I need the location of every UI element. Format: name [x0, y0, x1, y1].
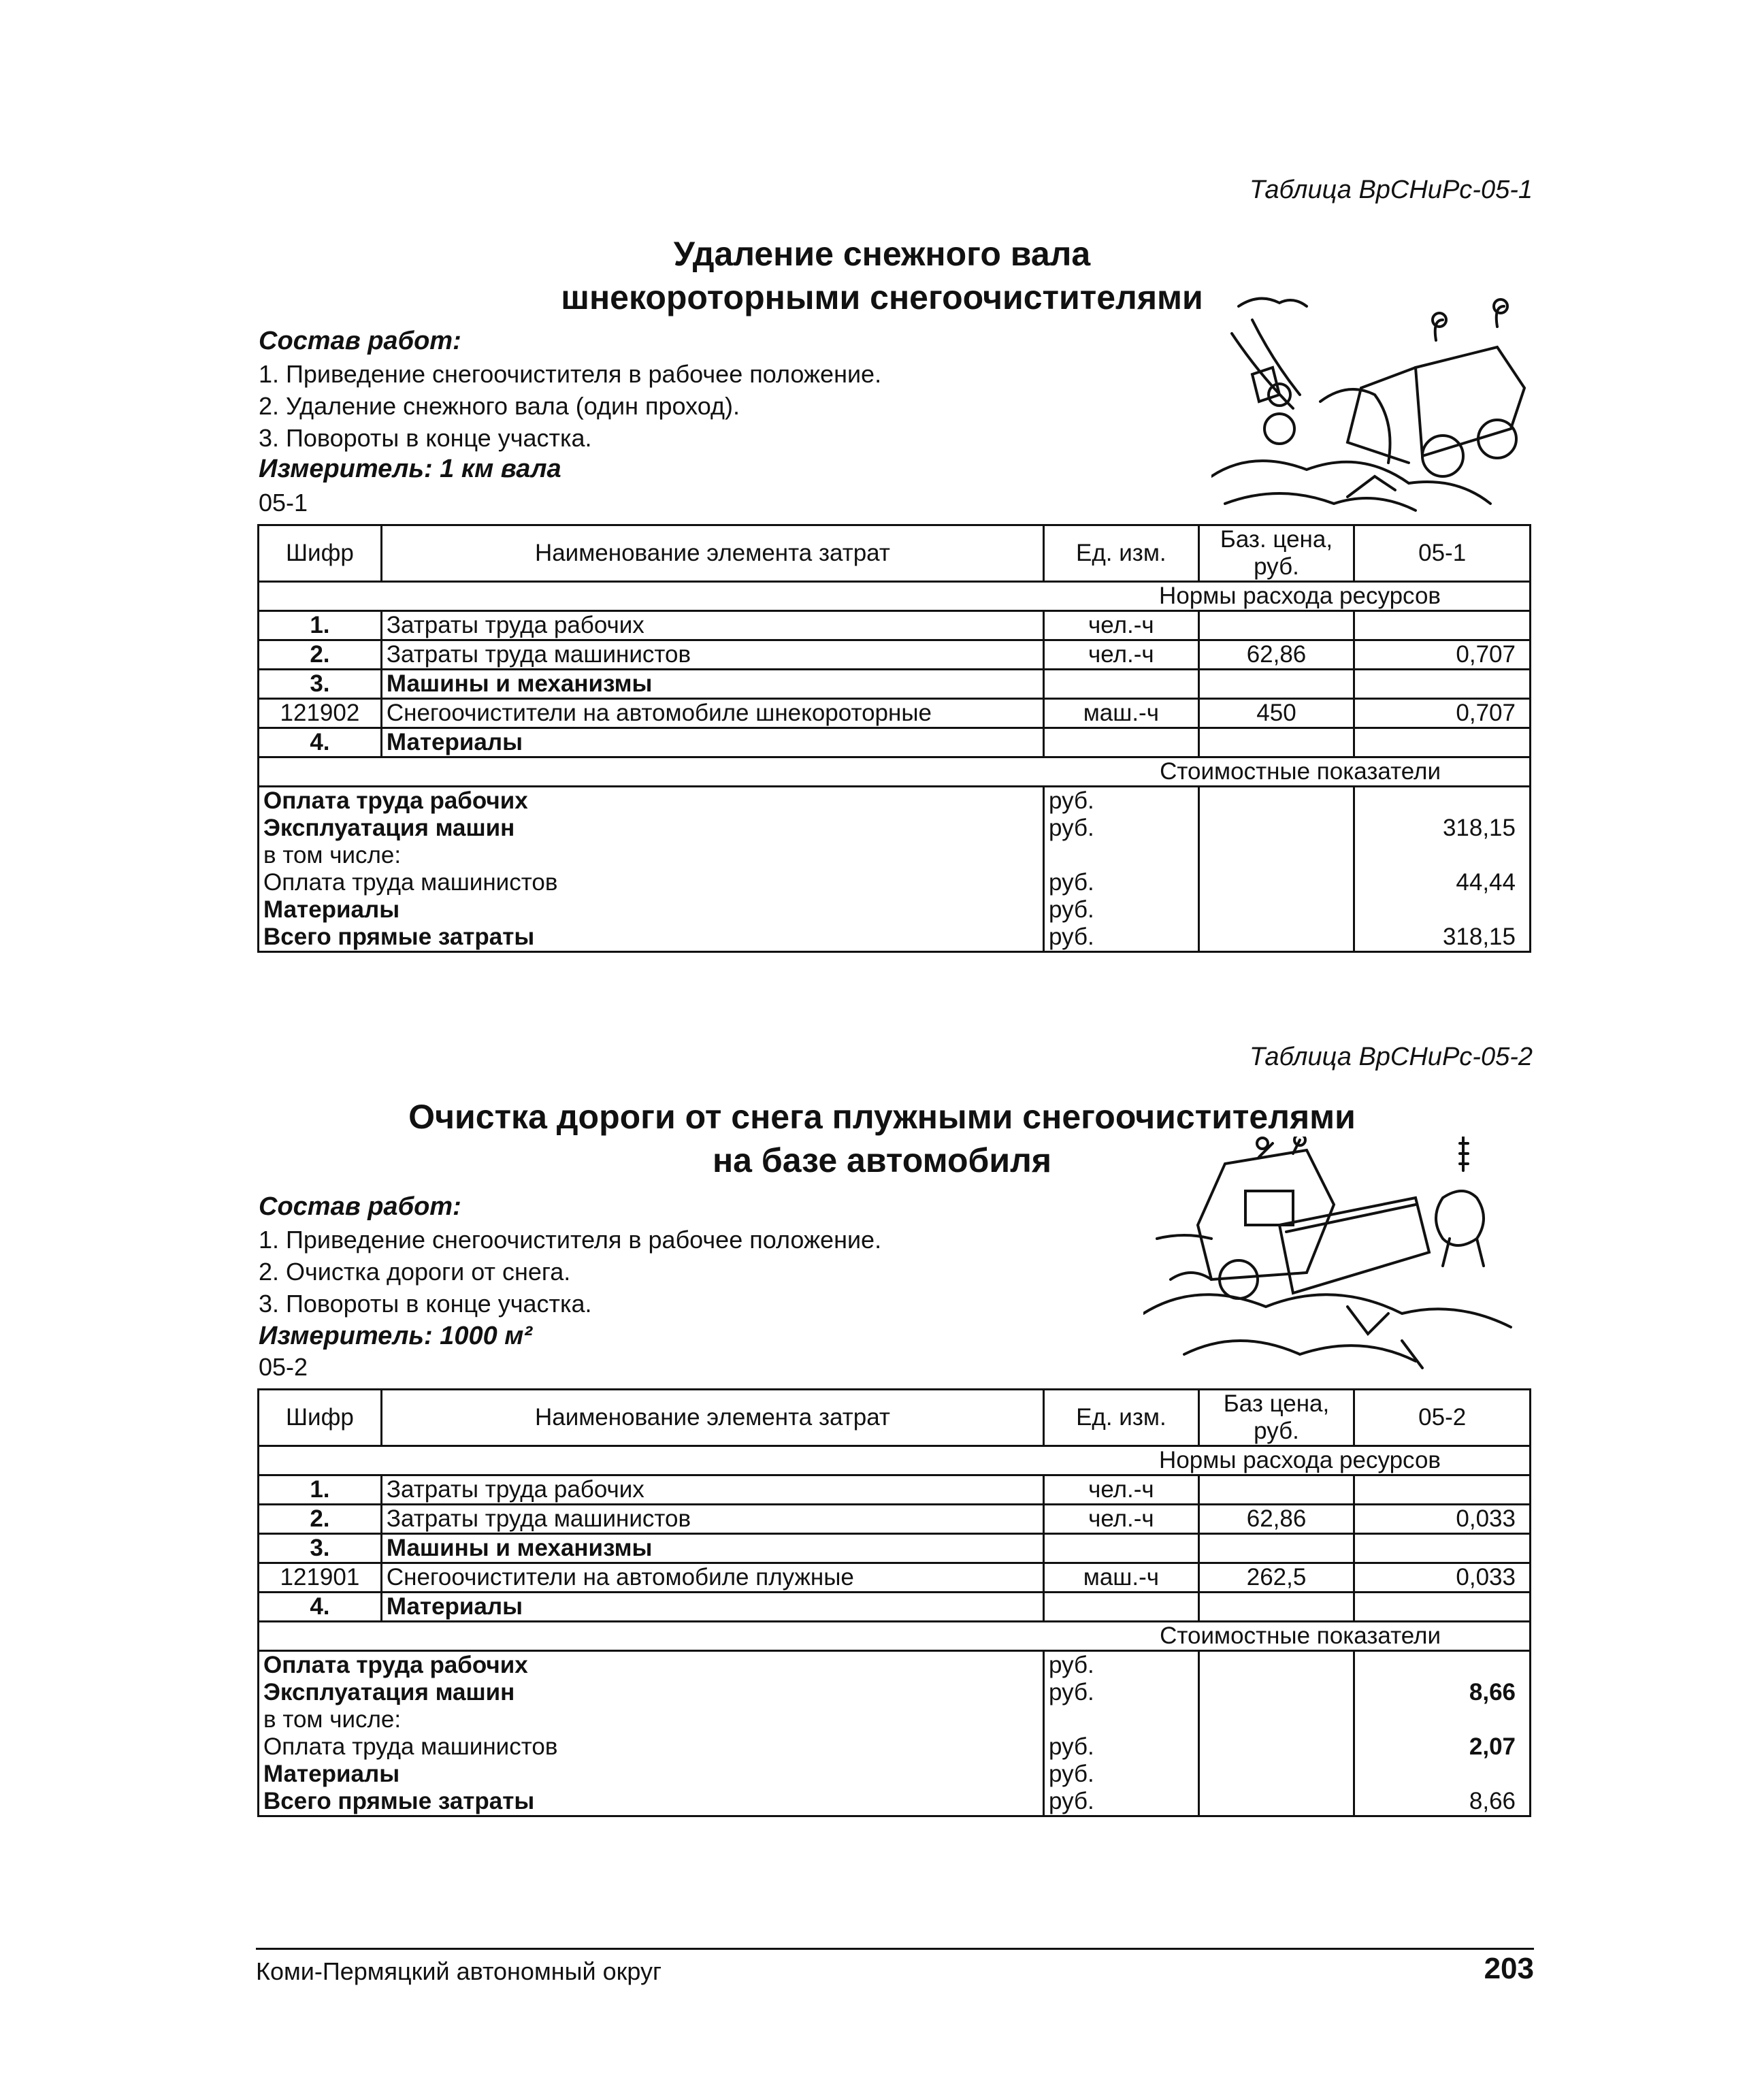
row-cipher: 3.	[259, 1534, 382, 1563]
cost-name: Оплата труда машинистов	[259, 1733, 1044, 1761]
row-price: 262,5	[1198, 1563, 1354, 1593]
row-value	[1354, 1534, 1531, 1563]
row-price: 62,86	[1198, 640, 1354, 670]
cost-row	[259, 787, 1531, 815]
cost-name: Эксплуатация машин	[259, 1679, 1044, 1706]
row-cipher: 1.	[259, 1475, 382, 1505]
cost-unit: руб.	[1044, 1761, 1199, 1788]
row-price: 62,86	[1198, 1505, 1354, 1534]
row-value	[1354, 1593, 1531, 1622]
row-name: Затраты труда машинистов	[381, 1505, 1043, 1534]
cost-name: Материалы	[259, 896, 1044, 924]
row-cipher: 2.	[259, 1505, 382, 1534]
row-unit: маш.-ч	[1044, 1563, 1199, 1593]
row-value: 0,033	[1354, 1563, 1531, 1593]
table-row	[259, 699, 1531, 728]
cost-value	[1354, 1761, 1531, 1788]
cost-unit: руб.	[1044, 924, 1199, 952]
cost-row	[259, 896, 1531, 924]
cost-value: 44,44	[1354, 869, 1531, 896]
row-unit	[1044, 728, 1199, 757]
cost-name: в том числе:	[259, 842, 1044, 869]
table-row	[259, 1593, 1531, 1622]
cost-price	[1198, 842, 1354, 869]
row-name: Снегоочистители на автомобиле плужные	[381, 1563, 1043, 1593]
work-composition-label: Состав работ:	[259, 1192, 461, 1221]
work-step: 1. Приведение снегоочистителя в рабочее положение.	[259, 1226, 882, 1254]
row-name: Снегоочистители на автомобиле шнекороторные	[381, 699, 1043, 728]
cost-row	[259, 869, 1531, 896]
table-row	[259, 1505, 1531, 1534]
work-step: 2. Очистка дороги от снега.	[259, 1258, 571, 1286]
row-unit: чел.-ч	[1044, 611, 1199, 640]
row-name: Машины и механизмы	[381, 670, 1043, 699]
section-title-line-1: Удаление снежного вала	[673, 235, 1091, 273]
section-title-line-2: на базе автомобиля	[712, 1141, 1052, 1179]
row-price	[1198, 670, 1354, 699]
cost-row-total	[259, 924, 1531, 952]
work-step: 3. Повороты в конце участка.	[259, 424, 592, 452]
row-unit: чел.-ч	[1044, 640, 1199, 670]
row-price	[1198, 1593, 1354, 1622]
row-value: 0,033	[1354, 1505, 1531, 1534]
norms-label: Нормы расхода ресурсов	[259, 1446, 1531, 1475]
cost-value	[1354, 1651, 1531, 1680]
table-row	[259, 670, 1531, 699]
header-price: Баз. цена, руб.	[1198, 525, 1354, 582]
cost-name: в том числе:	[259, 1706, 1044, 1733]
row-name: Материалы	[381, 728, 1043, 757]
table-header-row	[259, 1390, 1531, 1446]
cost-value	[1354, 1706, 1531, 1733]
cost-name: Оплата труда рабочих	[259, 1651, 1044, 1680]
cost-value	[1354, 787, 1531, 815]
cost-unit: руб.	[1044, 896, 1199, 924]
header-name: Наименование элемента затрат	[381, 1390, 1043, 1446]
cost-value: 8,66	[1354, 1679, 1531, 1706]
row-cipher: 121901	[259, 1563, 382, 1593]
cost-table	[257, 524, 1531, 953]
cost-unit: руб.	[1044, 869, 1199, 896]
page-number: 203	[1484, 1952, 1534, 1985]
measure-label: Измеритель: 1000 м²	[259, 1322, 533, 1350]
table-row	[259, 640, 1531, 670]
header-unit: Ед. изм.	[1044, 1390, 1199, 1446]
cost-unit	[1044, 1706, 1199, 1733]
cost-price	[1198, 896, 1354, 924]
row-name: Затраты труда машинистов	[381, 640, 1043, 670]
cost-unit	[1044, 842, 1199, 869]
norms-row	[259, 1446, 1531, 1475]
cost-price	[1198, 815, 1354, 842]
row-name: Затраты труда рабочих	[381, 1475, 1043, 1505]
row-price: 450	[1198, 699, 1354, 728]
row-unit: чел.-ч	[1044, 1475, 1199, 1505]
cost-row	[259, 1761, 1531, 1788]
table-row	[259, 728, 1531, 757]
row-price	[1198, 728, 1354, 757]
row-unit: маш.-ч	[1044, 699, 1199, 728]
work-composition-label: Состав работ:	[259, 327, 461, 355]
cost-unit: руб.	[1044, 1733, 1199, 1761]
table-row	[259, 1475, 1531, 1505]
cost-unit: руб.	[1044, 1651, 1199, 1680]
cost-unit: руб.	[1044, 787, 1199, 815]
row-value	[1354, 611, 1531, 640]
row-cipher: 4.	[259, 728, 382, 757]
cost-name: Всего прямые затраты	[259, 924, 1044, 952]
cost-price	[1198, 1706, 1354, 1733]
row-unit	[1044, 1534, 1199, 1563]
section-title-line-2: шнекороторными снегоочистителями	[561, 278, 1203, 316]
rotary-snowplow-illustration	[1211, 293, 1538, 517]
plow-snowplow-illustration	[1143, 1137, 1524, 1382]
work-steps-list	[259, 1224, 881, 1320]
cost-name: Оплата труда машинистов	[259, 869, 1044, 896]
cost-value	[1354, 896, 1531, 924]
table-id: Таблица ВрСНиРс-05-2	[1249, 1043, 1533, 1071]
section-title-line-1: Очистка дороги от снега плужными снегоочистителями	[408, 1098, 1356, 1136]
row-value	[1354, 1475, 1531, 1505]
cost-indicators-row	[259, 1622, 1531, 1651]
row-value: 0,707	[1354, 699, 1531, 728]
row-value: 0,707	[1354, 640, 1531, 670]
header-cipher: Шифр	[259, 1390, 382, 1446]
row-name: Машины и механизмы	[381, 1534, 1043, 1563]
row-cipher: 2.	[259, 640, 382, 670]
cost-table	[257, 1388, 1531, 1817]
work-step: 1. Приведение снегоочистителя в рабочее положение.	[259, 360, 882, 388]
row-unit	[1044, 1593, 1199, 1622]
row-price	[1198, 611, 1354, 640]
row-value	[1354, 728, 1531, 757]
cost-row-total	[259, 1788, 1531, 1816]
cost-price	[1198, 787, 1354, 815]
row-cipher: 121902	[259, 699, 382, 728]
cost-price	[1198, 869, 1354, 896]
table-header-row	[259, 525, 1531, 582]
row-value	[1354, 670, 1531, 699]
cost-label: Стоимостные показатели	[259, 757, 1531, 787]
header-code: 05-2	[1354, 1390, 1531, 1446]
row-price	[1198, 1534, 1354, 1563]
norms-row	[259, 582, 1531, 611]
footer-region: Коми-Пермяцкий автономный округ	[256, 1957, 662, 1985]
work-step: 3. Повороты в конце участка.	[259, 1290, 592, 1318]
cost-row	[259, 842, 1531, 869]
cost-name: Материалы	[259, 1761, 1044, 1788]
cost-unit: руб.	[1044, 1679, 1199, 1706]
row-price	[1198, 1475, 1354, 1505]
cost-label: Стоимостные показатели	[259, 1622, 1531, 1651]
cost-value: 318,15	[1354, 924, 1531, 952]
cost-row	[259, 1679, 1531, 1706]
cost-row	[259, 1733, 1531, 1761]
row-cipher: 1.	[259, 611, 382, 640]
row-cipher: 4.	[259, 1593, 382, 1622]
cost-price	[1198, 1679, 1354, 1706]
measure-label: Измеритель: 1 км вала	[259, 455, 561, 483]
cost-value: 2,07	[1354, 1733, 1531, 1761]
table-code: 05-1	[259, 489, 308, 517]
cost-row	[259, 1706, 1531, 1733]
row-name: Материалы	[381, 1593, 1043, 1622]
norms-label: Нормы расхода ресурсов	[259, 582, 1531, 611]
cost-name: Эксплуатация машин	[259, 815, 1044, 842]
row-cipher: 3.	[259, 670, 382, 699]
footer-divider	[256, 1948, 1534, 1950]
cost-unit: руб.	[1044, 1788, 1199, 1816]
row-unit: чел.-ч	[1044, 1505, 1199, 1534]
row-name: Затраты труда рабочих	[381, 611, 1043, 640]
header-unit: Ед. изм.	[1044, 525, 1199, 582]
cost-name: Оплата труда рабочих	[259, 787, 1044, 815]
header-cipher: Шифр	[259, 525, 382, 582]
cost-indicators-row	[259, 757, 1531, 787]
table-row	[259, 1534, 1531, 1563]
table-code: 05-2	[259, 1353, 308, 1381]
cost-row	[259, 1651, 1531, 1680]
cost-name: Всего прямые затраты	[259, 1788, 1044, 1816]
cost-value	[1354, 842, 1531, 869]
table-row	[259, 1563, 1531, 1593]
row-unit	[1044, 670, 1199, 699]
cost-row	[259, 815, 1531, 842]
cost-price	[1198, 1788, 1354, 1816]
header-price: Баз цена, руб.	[1198, 1390, 1354, 1446]
table-row	[259, 611, 1531, 640]
cost-price	[1198, 1733, 1354, 1761]
header-name: Наименование элемента затрат	[381, 525, 1043, 582]
work-steps-list	[259, 358, 881, 454]
work-step: 2. Удаление снежного вала (один проход).	[259, 392, 740, 420]
cost-unit: руб.	[1044, 815, 1199, 842]
cost-price	[1198, 1761, 1354, 1788]
cost-price	[1198, 1651, 1354, 1680]
table-id: Таблица ВрСНиРс-05-1	[1249, 176, 1533, 204]
cost-price	[1198, 924, 1354, 952]
cost-value: 8,66	[1354, 1788, 1531, 1816]
header-code: 05-1	[1354, 525, 1531, 582]
cost-value: 318,15	[1354, 815, 1531, 842]
